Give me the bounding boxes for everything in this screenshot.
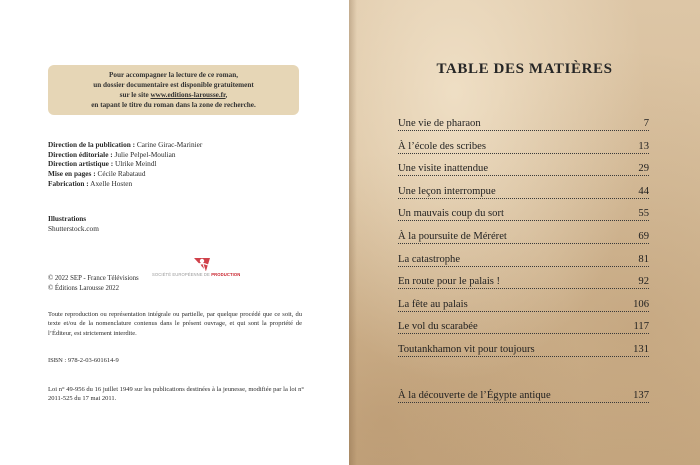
publisher-website-link[interactable]: www.editions-larousse.fr — [150, 91, 226, 99]
credit-value: Carine Girac-Marinier — [135, 140, 203, 149]
credit-value: Axelle Hosten — [88, 178, 133, 188]
illustrations-heading: Illustrations — [48, 214, 87, 223]
toc-dot-leader — [398, 402, 649, 403]
toc-entry-title: Une vie de pharaon — [398, 118, 481, 129]
toc-entry[interactable] — [398, 344, 649, 360]
credit-row — [48, 150, 202, 160]
credit-row — [48, 169, 202, 179]
isbn: ISBN : 978-2-03-601614-9 — [48, 357, 119, 364]
copyright-line-1: © 2022 SEP - France Télévisions — [48, 275, 139, 282]
toc-entry-title: Un mauvais coup du sort — [398, 208, 504, 220]
toc-dot-leader — [398, 333, 649, 334]
toc-entry-title: La fête au palais — [398, 298, 468, 310]
toc-entry-page: 29 — [638, 163, 649, 175]
promo-line-3-prefix: sur le site — [119, 91, 151, 99]
credit-value: Julie Pelpel-Moulian — [112, 149, 176, 159]
toc-entry-page: 131 — [633, 344, 649, 355]
credit-row — [48, 179, 202, 189]
toc-entry[interactable] — [398, 390, 649, 406]
toc-dot-leader — [398, 266, 649, 267]
toc-title: TABLE DES MATIÈRES — [436, 61, 613, 77]
toc-entry-page: 92 — [638, 276, 649, 288]
toc-entry-title: À la poursuite de Méréret — [398, 231, 507, 242]
toc-entry-page: 69 — [638, 231, 649, 242]
toc-entry-title: À la découverte de l’Égypte antique — [398, 390, 551, 401]
credit-value: Ulrike Meindl — [113, 159, 157, 169]
toc-entry[interactable] — [398, 208, 649, 224]
toc-entry-page: 137 — [633, 390, 649, 401]
toc-entry-title: Une visite inattendue — [398, 163, 489, 175]
toc-dot-leader — [398, 153, 649, 154]
credit-row — [48, 159, 202, 169]
toc-entry[interactable] — [398, 141, 649, 157]
toc-dot-leader — [398, 311, 649, 312]
toc-entry[interactable] — [398, 321, 649, 337]
toc-entry-page: 13 — [638, 140, 649, 152]
promo-line-2: un dossier documentaire est disponible gratuitement — [93, 81, 254, 89]
promo-line-4: en tapant le titre du roman dans la zone de recherche. — [91, 101, 256, 109]
copyright-line-2: © Éditions Larousse 2022 — [48, 284, 120, 292]
toc-entry[interactable] — [398, 276, 649, 292]
toc-dot-leader — [398, 130, 649, 131]
sep-logo — [152, 256, 252, 280]
promo-box — [48, 65, 299, 115]
toc-entry[interactable] — [398, 299, 649, 315]
toc-dot-leader — [398, 356, 649, 357]
right-page — [349, 0, 700, 465]
toc-entry-page: 106 — [633, 298, 649, 310]
toc-entry-page: 55 — [638, 208, 649, 220]
credit-row — [48, 140, 202, 150]
toc-entry-page: 44 — [638, 185, 649, 197]
toc-entry-title: À l’école des scribes — [398, 140, 486, 152]
illustrations-source: Shutterstock.com — [48, 223, 99, 233]
sep-logo-text — [152, 272, 240, 277]
sep-logo-text-main: SOCIÉTÉ EUROPÉENNE DE — [152, 272, 212, 277]
toc-dot-leader — [398, 288, 649, 289]
credit-label: Fabrication : — [48, 178, 89, 188]
toc-entry-page: 7 — [643, 118, 649, 129]
toc-entry[interactable] — [398, 254, 649, 270]
credit-value: Cécile Rabataud — [95, 169, 146, 179]
promo-line-3-suffix: , — [225, 91, 228, 99]
copyright-block — [48, 274, 139, 293]
credit-label: Mise en pages : — [48, 169, 96, 179]
toc-dot-leader — [398, 198, 649, 199]
toc-entry-page: 117 — [633, 321, 649, 333]
toc-dot-leader — [398, 243, 649, 244]
toc-entry-title: Le vol du scarabée — [398, 321, 478, 333]
toc-entry-title: Toutankhamon vit pour toujours — [398, 344, 535, 355]
law-notice: Loi n° 49-956 du 16 juillet 1949 sur les publications destinées à la jeunesse, modifiée par la loi n° 2011-525 du 17 mai 2011. — [48, 386, 304, 403]
toc-entry[interactable] — [398, 231, 649, 247]
credits-block — [48, 140, 202, 189]
toc-entry-page: 81 — [638, 253, 649, 265]
sep-logo-text-red: PRODUCTION — [211, 272, 241, 277]
toc-entry[interactable] — [398, 118, 649, 134]
legal-notice: Toute reproduction ou représentation intégrale ou partielle, par quelque procédé que ce soit, du texte et/ou de la nomenclature contenus dans le présent ouvrage, et qui sont la propriété de l’Éditeur, est strictement interdite. — [48, 311, 302, 337]
toc-entry[interactable] — [398, 186, 649, 202]
toc-dot-leader — [398, 220, 649, 221]
toc-dot-leader — [398, 175, 649, 176]
credit-label: Direction artistique : — [48, 159, 114, 169]
illustrations-block — [48, 214, 99, 233]
promo-line-1: Pour accompagner la lecture de ce roman, — [108, 71, 239, 79]
left-page — [0, 0, 349, 465]
toc-entry-title: Une leçon interrompue — [398, 185, 496, 197]
toc-entry-title: La catastrophe — [398, 253, 461, 265]
toc-entry-title: En route pour le palais ! — [398, 276, 501, 288]
credit-label: Direction de la publication : — [48, 140, 136, 149]
promo-line-3 — [48, 90, 299, 100]
toc-entry[interactable] — [398, 163, 649, 179]
credit-label: Direction éditoriale : — [48, 149, 113, 159]
